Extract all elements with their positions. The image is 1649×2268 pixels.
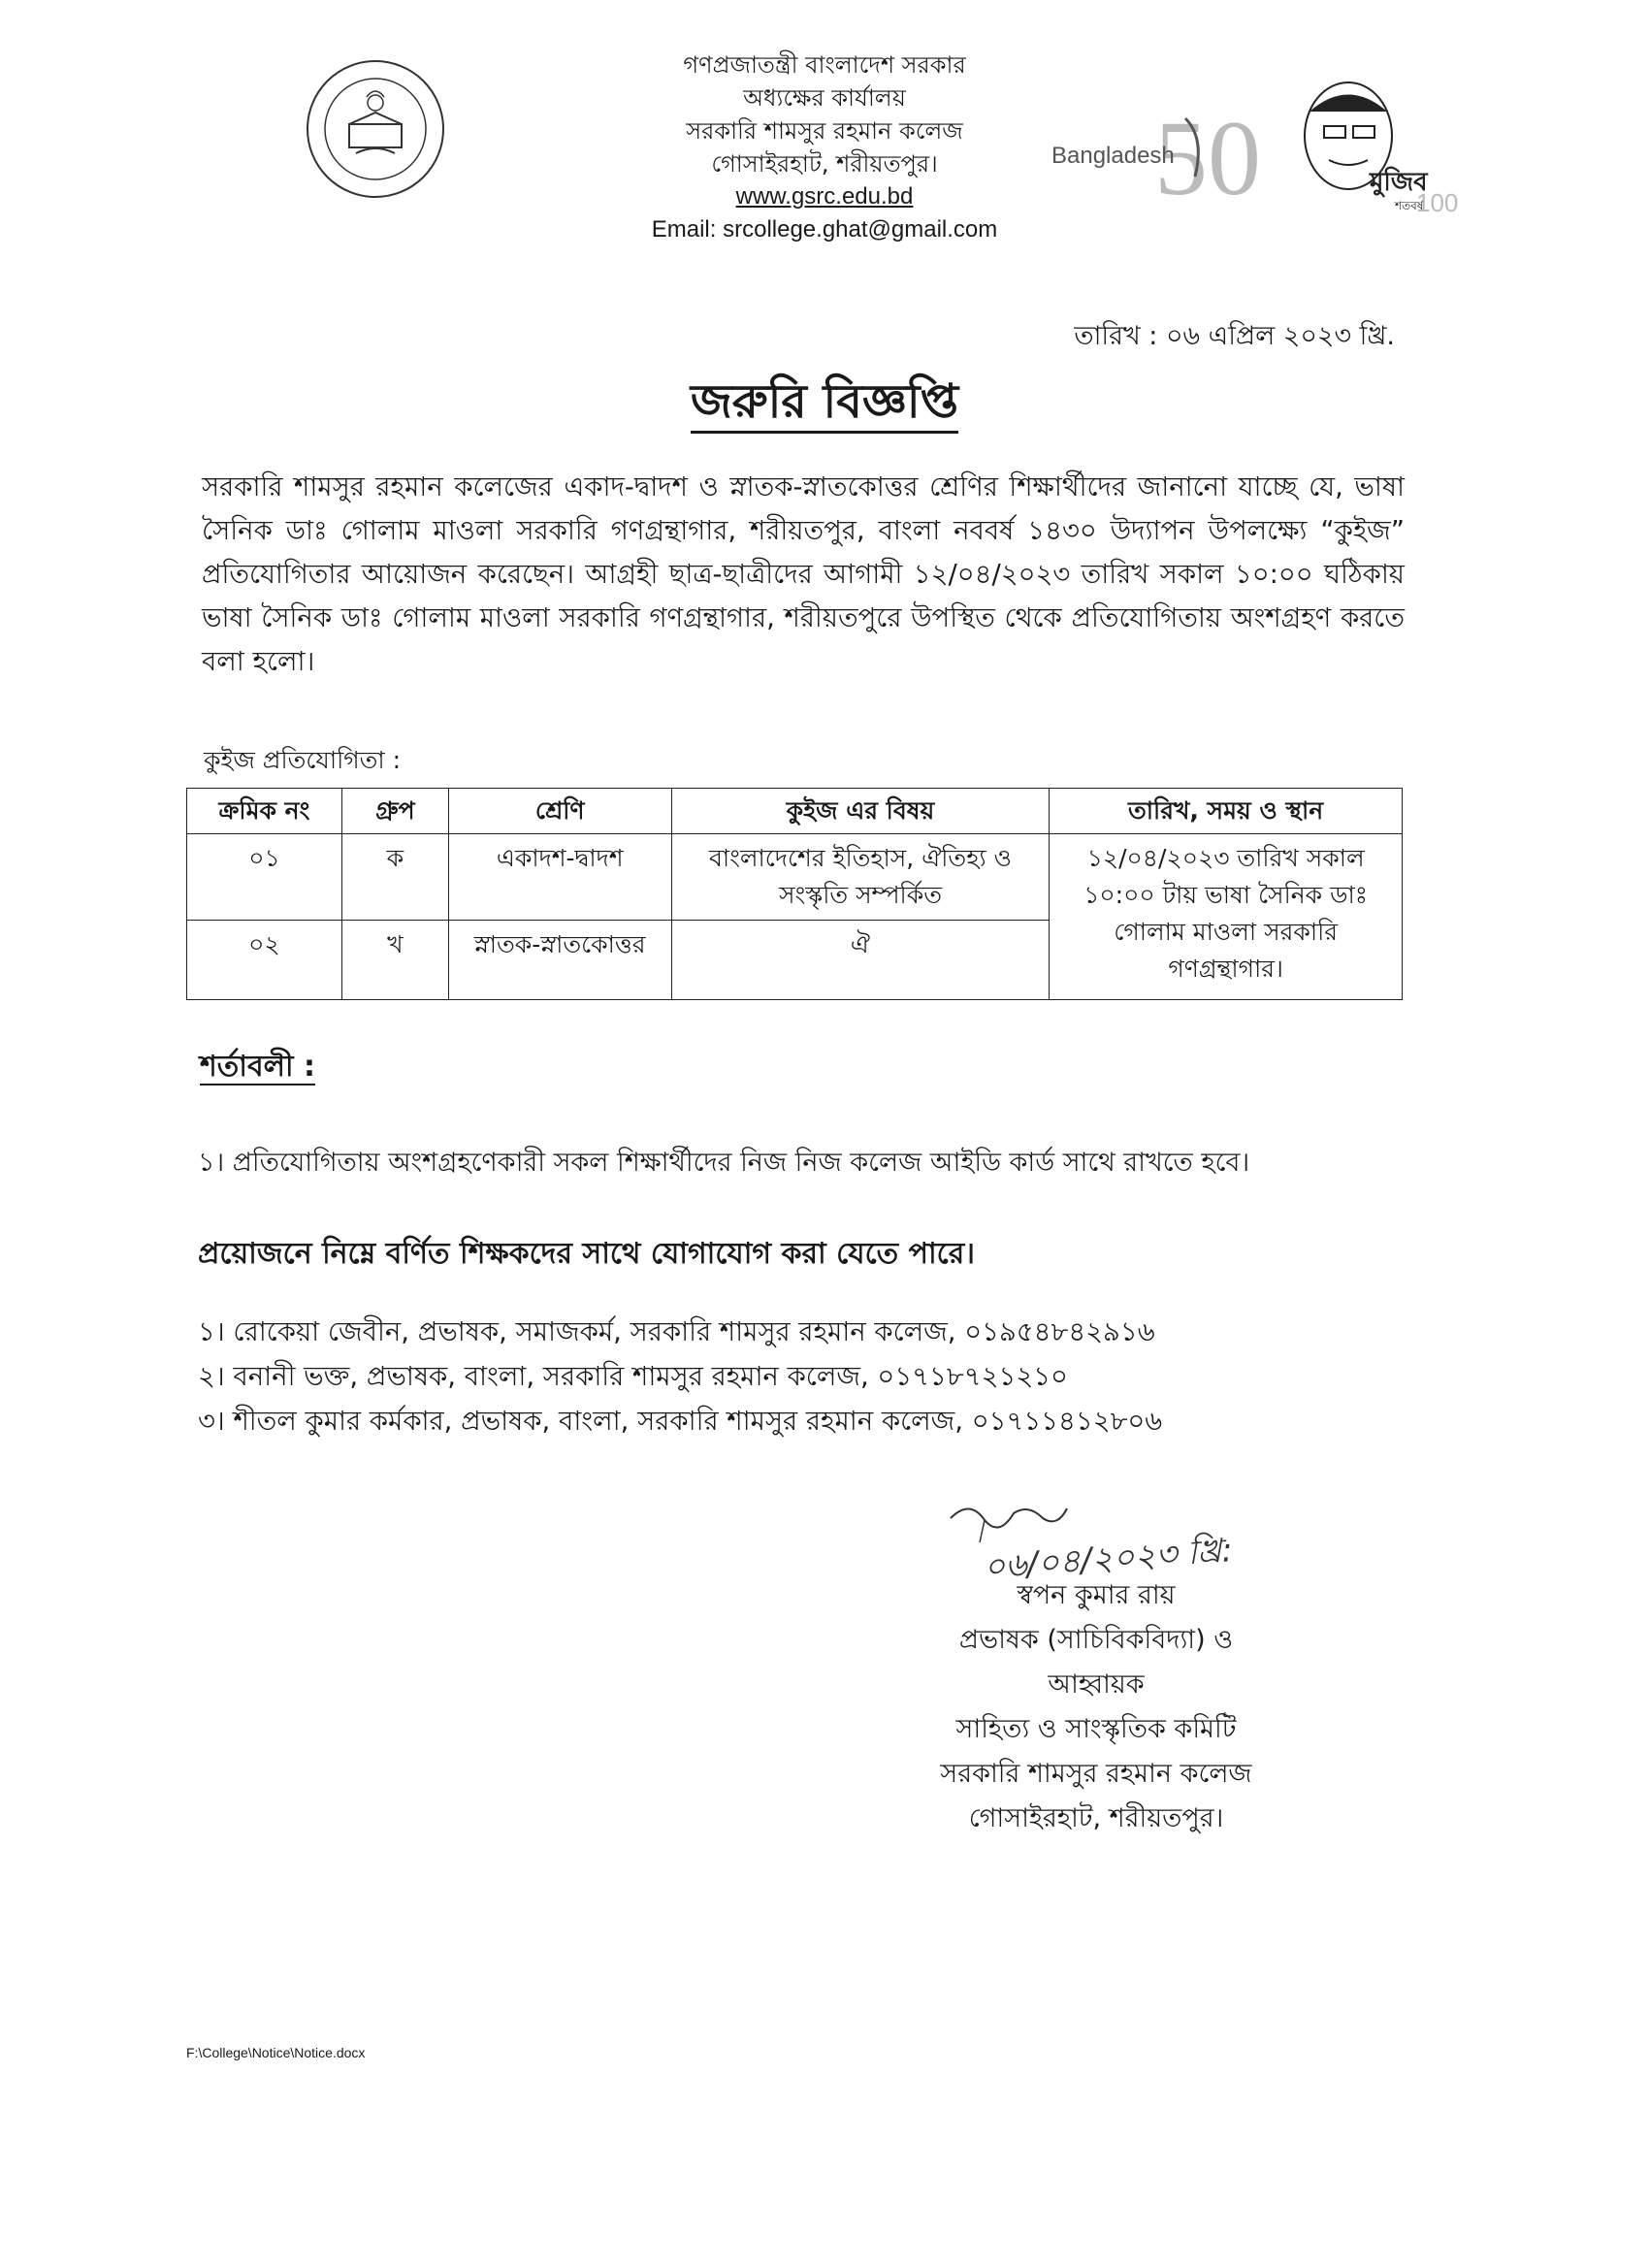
group-cell: খ xyxy=(341,921,448,1000)
file-path: F:\College\Notice\Notice.docx xyxy=(186,2045,366,2060)
quiz-table xyxy=(186,788,1403,1000)
website-link[interactable]: www.gsrc.edu.bd xyxy=(735,183,914,210)
logo-mujib-number: 100 xyxy=(1416,188,1459,217)
serial-cell: ০২ xyxy=(187,921,342,1000)
office-header xyxy=(534,49,1116,246)
notice-body: সরকারি শামসুর রহমান কলেজের একাদ-দ্বাদশ ও স্নাতক-স্নাতকোত্তর শ্রেণির শিক্ষার্থীদের জানানো যাচ্ছে যে, ভাষা সৈনিক ডাঃ গোলাম মাওলা সরকারি গণগ্রন্থাগার, শরীয়তপুর, বাংলা নববর্ষ ১৪৩০ উদ্যাপন উপলক্ষ্যে “কুইজ” প্রতিযোগিতার আয়োজন করেছেন। আগ্রহী ছাত্র-ছাত্রীদের আগামী ১২/০৪/২০২৩ তারিখ সকাল ১০:০০ ঘঠিকায় ভাষা সৈনিক ডাঃ গোলাম মাওলা সরকারি গণগ্রন্থাগার, শরীয়তপুরে উপস্থিত থেকে প্রতিযোগিতায় অংশগ্রহণ করতে বলা হলো। xyxy=(202,471,1405,677)
column-header: কুইজ এর বিষয় xyxy=(671,789,1050,834)
conditions-heading-text: শর্তাবলী : xyxy=(200,1050,316,1084)
signer-line: সাহিত্য ও সাংস্কৃতিক কমিটি xyxy=(955,1714,1237,1744)
logo-number: 50 xyxy=(1154,99,1261,217)
serial-cell: ০১ xyxy=(187,834,342,921)
table-row xyxy=(187,834,1403,921)
header-line: গণপ্রজাতন্ত্রী বাংলাদেশ সরকার xyxy=(683,51,966,79)
class-cell: একাদশ-দ্বাদশ xyxy=(448,834,671,921)
column-header: ক্রমিক নং xyxy=(187,789,342,834)
logo-mujib: মুজিব xyxy=(1370,168,1428,197)
quiz-label: কুইজ প্রতিযোগিতা : xyxy=(204,746,401,774)
college-logo xyxy=(303,56,448,202)
signer-line: সরকারি শামসুর রহমান কলেজ xyxy=(940,1759,1252,1789)
signer-line: আহ্বায়ক xyxy=(1048,1669,1145,1700)
column-header: তারিখ, সময় ও স্থান xyxy=(1050,789,1403,834)
title-text: জরুরি বিজ্ঞপ্তি xyxy=(691,374,958,434)
contact-item: ৩। শীতল কুমার কর্মকার, প্রভাষক, বাংলা, সরকারি শামসুর রহমান কলেজ, ০১৭১১৪১২৮০৬ xyxy=(198,1406,1163,1437)
conditions-heading xyxy=(200,1043,315,1092)
handwritten-date: ০৬/০৪/২০২৩ খ্রি: xyxy=(982,1531,1235,1587)
bangladesh-50-logo xyxy=(1040,80,1261,217)
page-title xyxy=(0,367,1649,443)
signer-line: গোসাইরহাট, শরীয়তপুর। xyxy=(968,1803,1224,1833)
table-header-row xyxy=(187,789,1403,834)
signer-name: স্বপন কুমার রায় xyxy=(1017,1580,1176,1610)
contact-item: ১। রোকেয়া জেবীন, প্রভাষক, সমাজকর্ম, সরকারি শামসুর রহমান কলেজ, ০১৯৫৪৮৪২৯১৬ xyxy=(198,1316,1155,1347)
topic-cell: ঐ xyxy=(671,921,1050,1000)
notice-date: তারিখ : ০৬ এপ্রিল ২০২৩ খ্রি. xyxy=(1074,321,1395,351)
contacts-heading: প্রয়োজনে নিম্নে বর্ণিত শিক্ষকদের সাথে যোগাযোগ করা যেতে পারে। xyxy=(198,1237,975,1271)
condition-item: ১। প্রতিযোগিতায় অংশগ্রহণেকারী সকল শিক্ষার্থীদের নিজ নিজ কলেজ আইডি কার্ড সাথে রাখতে হবে। xyxy=(198,1148,1250,1178)
header-line: অধ্যক্ষের কার্যালয় xyxy=(743,84,906,112)
header-line: গোসাইরহাট, শরীয়তপুর। xyxy=(711,150,938,178)
column-header: গ্রুপ xyxy=(341,789,448,834)
column-header: শ্রেণি xyxy=(448,789,671,834)
topic-cell: বাংলাদেশের ইতিহাস, ঐতিহ্য ও সংস্কৃতি সম্পর্কিত xyxy=(671,834,1050,921)
contact-item: ২। বনানী ভক্ত, প্রভাষক, বাংলা, সরকারি শামসুর রহমান কলেজ, ০১৭১৮৭২১২১০ xyxy=(198,1361,1068,1392)
group-cell: ক xyxy=(341,834,448,921)
email-text: Email: srcollege.ghat@gmail.com xyxy=(651,216,998,243)
class-cell: স্নাতক-স্নাতকোত্তর xyxy=(448,921,671,1000)
logo-mujib-year: শতবর্ষ xyxy=(1395,199,1424,212)
signature-block xyxy=(863,1573,1329,1841)
header-line: সরকারি শামসুর রহমান কলেজ xyxy=(686,117,963,145)
mujib-100-logo xyxy=(1280,68,1459,223)
datetime-place-cell: ১২/০৪/২০২৩ তারিখ সকাল ১০:০০ টায় ভাষা সৈনিক ডাঃ গোলাম মাওলা সরকারি গণগ্রন্থাগার। xyxy=(1050,834,1403,1000)
signer-line: প্রভাষক (সাচিবিকবিদ্যা) ও xyxy=(958,1625,1234,1655)
logo-text: Bangladesh xyxy=(1051,143,1175,169)
